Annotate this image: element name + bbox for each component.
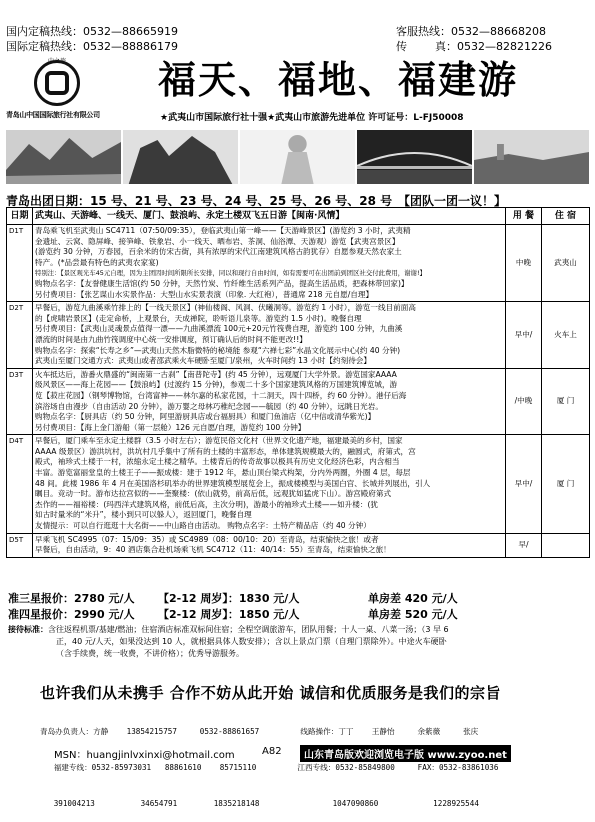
desc-line: 另付费项目：【武夷山灵魂景点值得一漂——九曲溪漂流 100元+20元竹筏费自理，游览约 100 分钟，九曲溪 — [35, 324, 403, 334]
table-row — [7, 368, 590, 435]
header-stay: 住 宿 — [542, 208, 590, 225]
stay-cell: 厦 门 — [542, 368, 590, 435]
day-description — [33, 225, 506, 302]
single-supplement-4star: 单房差 520 元/人 — [368, 608, 458, 621]
page-number: A82 — [262, 746, 282, 757]
desc-line: 特产。(*品尝最有特色的武夷农家宴) — [35, 257, 159, 267]
stay-cell: 武夷山 — [542, 225, 590, 302]
table-row — [7, 533, 590, 557]
license-subheadline: ★武夷山市国际旅行社十强★武夷山市旅游先进单位 许可证号：L-FJ50008 — [160, 113, 464, 123]
price-row-3star — [8, 590, 458, 606]
desc-line: 金遗址、云窝、隐屏峰、接笋峰、铁象岩、小一线天、晒布岩、茶洞、仙浴潭、天游观）游览【武夷宫景区】 — [35, 236, 400, 246]
child-price-4star: 【2-12 周岁】：1850 元/人 — [158, 608, 300, 621]
stay-cell: 厦 门 — [542, 435, 590, 533]
photo-strip — [6, 130, 589, 184]
desc-line: 级风景区——海上花园——【鼓浪屿】(过渡约 15 分钟)，参观二十多个国家建筑风格的万国建筑博览城，游 — [35, 380, 398, 390]
meal-cell: 早中/ — [506, 302, 542, 369]
page-headline: 福天、福地、福建游 — [158, 57, 519, 102]
day-description — [33, 533, 506, 557]
desc-line: 另付费项目：【张艺谋山水实景作品：大型山水实景表演（印象. 大红袍），普通席 218 元自愿/自理】 — [35, 289, 374, 299]
group-badge: 【团队一团一议！】 — [398, 194, 507, 208]
day-label: D5T — [7, 533, 33, 557]
page-footer — [0, 743, 595, 765]
photo-mountain-river — [6, 130, 121, 184]
contact-line: 391004213 34654791 1835218148 1047090860 1228925544 — [40, 799, 479, 808]
desc-line: 瞩目。竞动一时。游布达拉宫似的——奎聚楼：(依山就势，前高后低，远观犹如猛虎下山）。游宫殿府第式 — [35, 489, 392, 499]
photo-bridge-night — [357, 130, 472, 184]
desc-line: 早乘飞机 SC4995（07：15/09：35）或 SC4989（08：00/10：20）至青岛，结束愉快之旅！或者 — [35, 534, 379, 544]
day-description — [33, 368, 506, 435]
standards-line: （含手续费，统一收费，不讲价格）；优秀导游服务。 — [56, 649, 244, 658]
desc-line: 殿式，袖珍式土楼于一村，浓缩永定土楼之精华。土楼背后的传奇故事以极具有历史文化经济色彩，内含相当 — [35, 457, 400, 467]
table-header — [7, 208, 590, 225]
day-description — [33, 302, 506, 369]
desc-line: 杰作的——福裕楼：(玛西洋式建筑风格，前低后高，主次分明)，游最小的袖珍式土楼——如升楼：(犹 — [35, 499, 379, 509]
desc-line: 武夷山至厦门交通方式：武夷山或者邵武乘火车硬卧至厦门/泉州，火车时间约 13 小时【约刻待会】 — [35, 356, 371, 366]
price-3star: 准三星报价：2780 元/人 — [8, 592, 135, 605]
footer-banner: 山东青岛版欢迎浏览电子版 www.zyoo.net — [300, 745, 511, 762]
header-route: 武夷山、天游峰、一线天、厦门、鼓浪屿、永定土楼双飞五日游【闽南·风情】 — [33, 208, 506, 225]
desc-line: 特别注：【景区观光车45元自理，因为主团因时间所限所长安排，同以和现行自由时间，如有需要可在出团前到团区社交付此费用，谢谢!】 — [35, 269, 426, 278]
photo-statue — [240, 130, 355, 184]
price-4star: 准四星报价：2990 元/人 — [8, 608, 135, 621]
desc-line: (游览约 30 分钟，万春园，百余米的仿宋古街，具有浓厚的宋代江南建筑风格古韵犹存）自愿参观天然农家土 — [35, 247, 402, 257]
meal-cell: /中晚 — [506, 368, 542, 435]
contact-line: 福建专线：0532-85973031 88861610 85715110 江西专线：0532-85849800 FAX：0532-83861036 — [40, 763, 499, 772]
standards-line: 正，40 元/人天，如果没达到 10 人，就根据具体人数安排）；含以上景点门票（自理门票除外）。中途火车硬卧 — [56, 637, 447, 646]
day-label: D2T — [7, 302, 33, 369]
stay-cell — [542, 533, 590, 557]
contact-line: 青岛办负责人：方静 13854215757 0532-88861657 线路操作：丁丁 王静怡 余紫薇 张庆 — [40, 727, 479, 736]
standards-label: 接待标准： — [8, 625, 48, 634]
desc-line: 青岛乘飞机至武夷山 SC4711（07:50/09:35），登临武夷山第一峰——【天游峰景区】(游览约 3 小时，武夷精 — [35, 226, 411, 235]
table-row — [7, 225, 590, 302]
desc-line: 漂流的时间是由九曲竹筏调度中心统一安排调度，预订确认后的时间不能更改!!】 — [35, 334, 307, 344]
header-day: 日期 — [7, 208, 33, 225]
desc-line: 丰富。游览富丽堂皇的土楼王子——振成楼：建于 1912 年，悬山顶台梁式构架，分内外两圈，外圈 4 层，每层 — [35, 468, 411, 478]
photo-rocks — [123, 130, 238, 184]
slogan: 也许我们从未携手 合作不妨从此开始 诚信和优质服务是我们的宗旨 — [40, 684, 501, 702]
departure-dates: 青岛出团日期：15 号、21 号、23 号、24 号、25 号、26 号、28 号 — [6, 194, 393, 208]
day-label: D3T — [7, 368, 33, 435]
desc-line: 另付费项目：【海上金门游船（第一层舱）126 元自愿/自理，游览约 100 分钟】 — [35, 422, 306, 432]
photo-coast — [474, 130, 589, 184]
desc-line: 早餐后，厦门乘车至永定土楼群（3.5 小时左右）；游览民俗文化村（世界文化遗产地，福建最美的乡村，国家 — [35, 436, 403, 446]
desc-line: 友情提示：可以自行逛逛十大名街——中山路自由活动。 购物点名字：土特产精品店（约 40 分钟） — [35, 521, 371, 531]
domestic-hotline: 国内定稿热线：0532—88665919 — [6, 25, 178, 38]
meal-cell: 中晚 — [506, 225, 542, 302]
logo-emblem-icon — [34, 60, 80, 106]
table-row — [7, 302, 590, 369]
international-hotline: 国际定稿热线：0532—88886179 — [6, 40, 178, 53]
desc-line: 购物点名字：【厨具店（约 50 分钟，阿里游厨具店或台福厨具）和厦门鱼油店（亿中信或清华紫光)】 — [35, 412, 376, 422]
meal-cell: 早/ — [506, 533, 542, 557]
standards-line: 含往返程机票/基建/燃油；住宿酒店标准双标间住宿；全程空调旅游车，团队用餐；十人一桌、八菜一汤；（3 早 6 — [48, 625, 449, 634]
msn-contact: MSN：huangjinlvxinxi@hotmail.com — [54, 750, 235, 761]
desc-line: 购物点名字：【友誉健康生活馆(约 50 分钟，天然竹炭、竹纤维生活系列产品，提高生活品质，把森林带回家)】 — [35, 278, 409, 288]
day-label: D1T — [7, 225, 33, 302]
header-meal: 用 餐 — [506, 208, 542, 225]
day-label: D4T — [7, 435, 33, 533]
desc-line: 滨浴场自由漫步（自由活动 20 分钟），游万婴之母林巧稚纪念园——毓园（约 40 分钟），远眺日光岩。 — [35, 401, 383, 411]
desc-line: 早餐后，自由活动，9：40 酒店集合赴机场乘飞机 SC4712（11：40/14：55）至青岛，结束愉快之旅！ — [35, 545, 391, 555]
itinerary-table — [6, 207, 590, 558]
desc-line: 如古时量米的“米升”，楼小到只可以躲人），返回厦门，晚餐自理 — [35, 510, 252, 520]
desc-line: 48 间。此楼 1986 年 4 月在美国洛杉矶举办的世界建筑模型展览会上，振成楼模型与美国白宫、长城并列展出，引人 — [35, 478, 431, 488]
price-row-4star — [8, 606, 458, 622]
single-supplement-3star: 单房差 420 元/人 — [368, 592, 458, 605]
logo-caption: 青岛山中国国际旅行社有限公司 — [6, 111, 100, 119]
desc-line: 览【菽庄花园】（钢琴博物馆，台湾富神——林尔嘉的私家花园，十二洞天，四十四桥，约 60 分钟）。港仔后海 — [35, 390, 407, 400]
day-description — [33, 435, 506, 533]
desc-line: 火车抵达后，游番火鼎盛的“闽南第一古刹”【南普陀寺】(约 45 分钟），远观厦门大学外景。游览国家AAAA — [35, 369, 397, 379]
desc-line: 的【虎啸岩景区】(走定命桥，上观景台，天成禅院，聆听语儿泉等。游览约 1.5 小时)。晚餐自理 — [35, 313, 362, 323]
desc-line: AAAA 级景区）游洪坑村，洪坑村几乎集中了所有的土楼的丰富形态，单体建筑规模最大的，融圆式，府第式，宫 — [35, 446, 416, 456]
service-hotline: 客服热线：0532—88668208 — [396, 25, 546, 38]
child-price-3star: 【2-12 周岁】：1830 元/人 — [158, 592, 300, 605]
fax-line: 传 真：0532—82821226 — [396, 40, 552, 53]
stay-cell: 火车上 — [542, 302, 590, 369]
desc-line: 早餐后，游览九曲溪乘竹排上的【一线天景区】(神仙楼阁、风洞、伏曦洞等。游览约 1 小时），游览一线目前面高 — [35, 303, 416, 313]
desc-line: 购物点名字：探索“长寿之乡”—武夷山天然木脂微特的秘境能 参观“六禅七彩”水晶文化展示中心(约 40 分钟) — [35, 345, 401, 355]
reception-standards — [8, 624, 588, 660]
meal-cell: 早中/ — [506, 435, 542, 533]
table-row — [7, 435, 590, 533]
company-logo — [6, 56, 156, 126]
